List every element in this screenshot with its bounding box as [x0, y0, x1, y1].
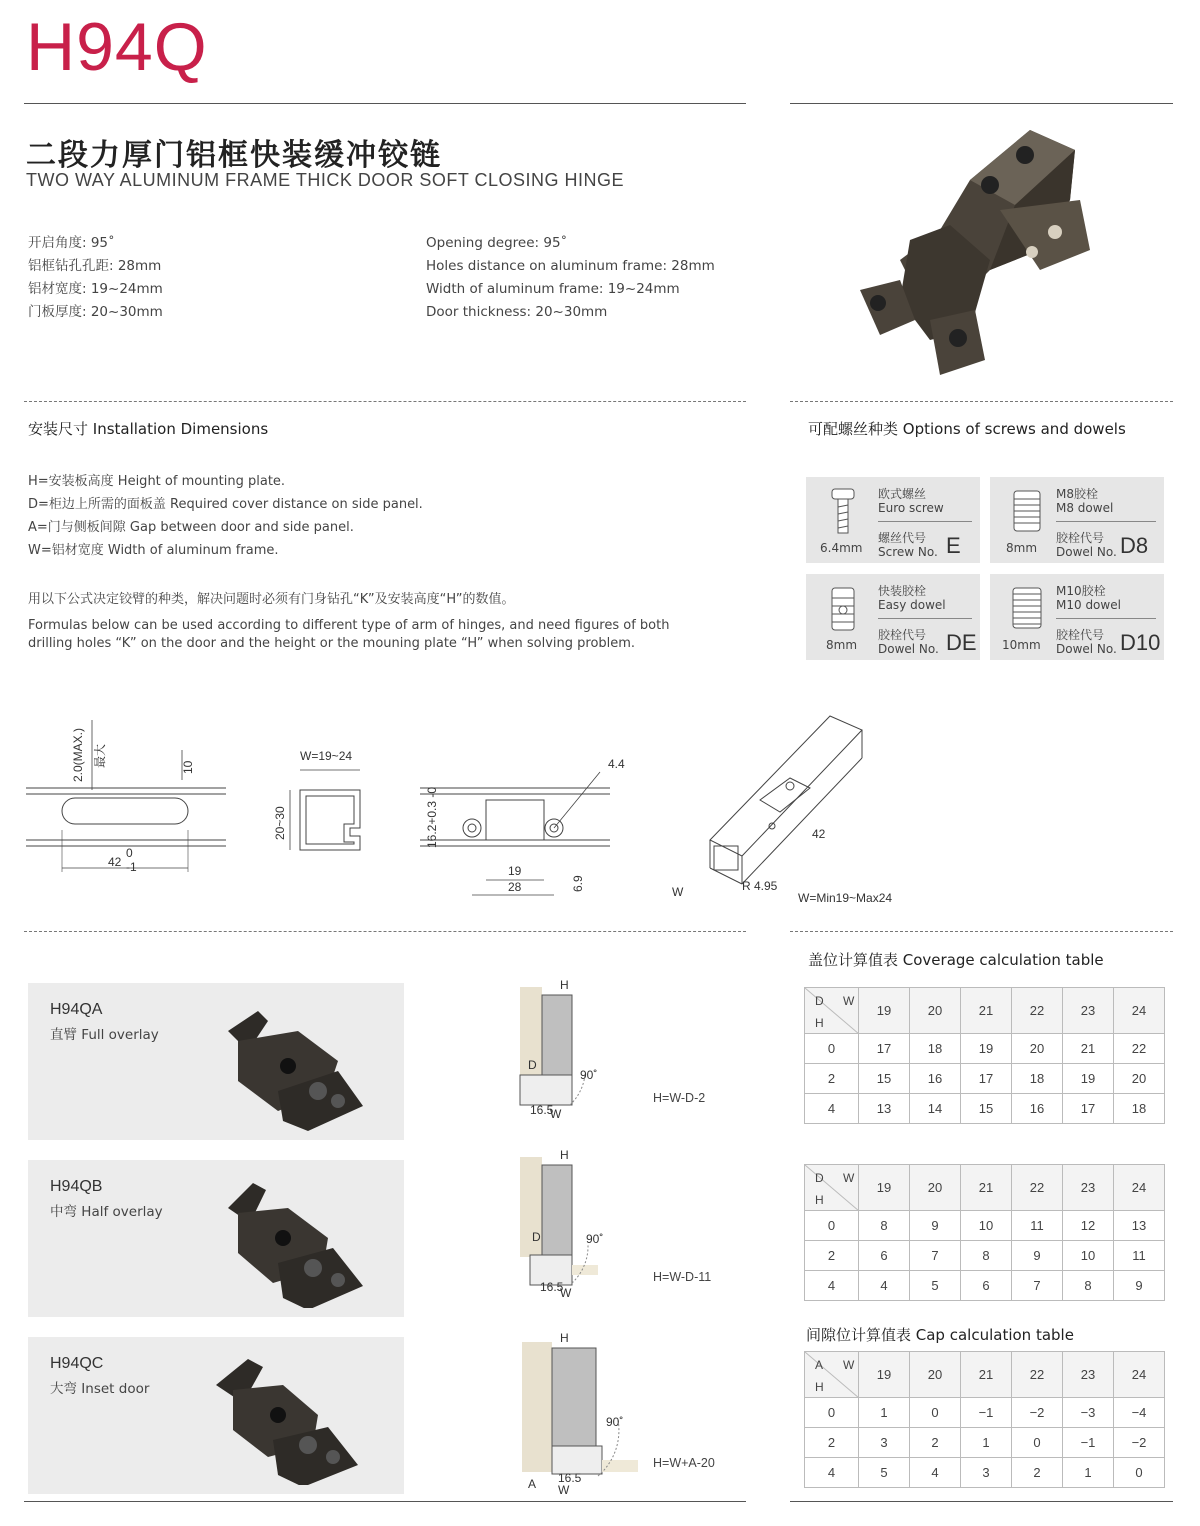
- screw-name-cn: 快装胶栓: [878, 584, 927, 598]
- screw-divider: [1056, 618, 1156, 619]
- screw-name: [878, 584, 946, 612]
- specs-en: [426, 232, 715, 324]
- column-header: 21: [961, 988, 1012, 1034]
- table-cell: 2: [805, 1428, 859, 1458]
- header-rule-left: [24, 103, 746, 104]
- nineteen-label: 19: [508, 864, 522, 878]
- table-cell: 7: [1012, 1271, 1063, 1301]
- product-title-cn: 二段力厚门铝框快装缓冲铰链: [26, 138, 442, 173]
- section-divider: [790, 931, 1173, 932]
- model-code: H94QC: [50, 1355, 104, 1372]
- table-cell: 4: [805, 1271, 859, 1301]
- formula-c: H=W+A-20: [653, 1456, 715, 1470]
- formula-a: H=W-D-2: [653, 1091, 706, 1105]
- table-cell: 18: [910, 1034, 961, 1064]
- tol-label: 16.2+0.3 -0: [425, 786, 439, 848]
- table-row: [805, 1094, 1165, 1124]
- table-cell: 17: [1063, 1094, 1114, 1124]
- hinge-c-image: [188, 1345, 368, 1485]
- definition-a: A=门与侧板间隙 Gap between door and side panel.: [28, 520, 354, 535]
- screw-name-cn: M10胶栓: [1056, 584, 1106, 598]
- model-card-a: [28, 983, 404, 1140]
- definitions: [28, 470, 423, 562]
- hinge-screw: [1016, 146, 1034, 164]
- table-cell: −2: [1114, 1428, 1165, 1458]
- screw-code: D8: [1120, 533, 1149, 558]
- table-cell: 3: [859, 1428, 910, 1458]
- column-header: 24: [1114, 1165, 1165, 1211]
- spec-cn-line: 开启角度: 95˚: [28, 235, 115, 251]
- product-title-en: TWO WAY ALUMINUM FRAME THICK DOOR SOFT CLOSING HINGE: [26, 170, 625, 190]
- mounting-diagram-a: [510, 975, 610, 1120]
- model-card-c: [28, 1337, 404, 1494]
- table-cell: 4: [859, 1271, 910, 1301]
- installation-heading: 安装尺寸 Installation Dimensions: [28, 420, 269, 438]
- slot-tol-bottom: -1: [126, 860, 137, 874]
- screw-divider: [878, 521, 972, 522]
- table-cell: 7: [910, 1241, 961, 1271]
- code-label-en: Dowel No.: [1056, 545, 1117, 559]
- table-cell: 21: [1063, 1034, 1114, 1064]
- table-cell: 14: [910, 1094, 961, 1124]
- table-cell: 4: [805, 1458, 859, 1488]
- hinge-screw: [949, 329, 967, 347]
- screw-option-euro: [806, 477, 980, 563]
- column-header: 20: [910, 988, 961, 1034]
- corner-w: W: [843, 1171, 855, 1185]
- table-cell: 11: [1012, 1211, 1063, 1241]
- spec-en-line: Opening degree: 95˚: [426, 235, 568, 251]
- w-minmax-label: W=Min19~Max24: [798, 891, 893, 905]
- column-header: 20: [910, 1165, 961, 1211]
- coverage-table-1: [804, 987, 1165, 1124]
- table-row: [805, 1458, 1165, 1488]
- table-row: [805, 1241, 1165, 1271]
- diagram-left-label: D: [528, 1058, 537, 1072]
- column-header: 23: [1063, 1352, 1114, 1398]
- w-label: W: [672, 885, 684, 899]
- table-cell: 9: [1114, 1271, 1165, 1301]
- code-label-cn: 螺丝代号: [878, 531, 927, 545]
- code-label-cn: 胶栓代号: [878, 628, 927, 642]
- slot-drawing: [26, 720, 226, 874]
- model-code: H94QB: [50, 1178, 103, 1195]
- radius-label: R 4.95: [742, 879, 778, 893]
- screw-name-en: M8 dowel: [1056, 501, 1114, 515]
- table-cell: 9: [910, 1211, 961, 1241]
- hinge-screw: [981, 176, 999, 194]
- table-corner: [805, 1352, 859, 1398]
- column-header: 24: [1114, 1352, 1165, 1398]
- table-cell: 20: [1012, 1034, 1063, 1064]
- table-cell: 0: [1114, 1458, 1165, 1488]
- spec-en-line: Door thickness: 20~30mm: [426, 304, 608, 320]
- screw-divider: [878, 618, 972, 619]
- euro-screw-icon: [826, 487, 860, 537]
- screw-name-en: Euro screw: [878, 501, 944, 515]
- diagram-bottom-label: W: [558, 1483, 570, 1497]
- mounting-diagram-b: [510, 1145, 610, 1300]
- model-desc: 直臂 Full overlay: [50, 1027, 159, 1043]
- table-cell: 17: [961, 1064, 1012, 1094]
- spec-en-line: Width of aluminum frame: 19~24mm: [426, 281, 680, 297]
- table-cell: 16: [1012, 1094, 1063, 1124]
- coverage-table-2: [804, 1164, 1165, 1301]
- column-header: 21: [961, 1165, 1012, 1211]
- column-header: 21: [961, 1352, 1012, 1398]
- code-label-en: Dowel No.: [1056, 642, 1117, 656]
- screw-name: [1056, 584, 1121, 612]
- column-header: 19: [859, 1165, 910, 1211]
- max-label: 2.0(MAX.): [71, 727, 85, 782]
- screw-size: 8mm: [1006, 541, 1038, 555]
- m8-dowel-icon: [1010, 487, 1044, 537]
- screw-code: D10: [1120, 630, 1161, 655]
- h-range-label: 20~30: [273, 806, 287, 840]
- table-corner: [805, 988, 859, 1034]
- diagram-angle: 90˚: [580, 1068, 598, 1082]
- table-cell: 4: [910, 1458, 961, 1488]
- diagram-dim: 16.5: [540, 1280, 564, 1294]
- diagram-top-label: H: [560, 1331, 569, 1345]
- screw-code-label: [1056, 531, 1117, 559]
- w-range-label: W=19~24: [300, 749, 353, 763]
- column-header: 22: [1012, 1352, 1063, 1398]
- table-cell: 12: [1063, 1211, 1114, 1241]
- definition-h: H=安装板高度 Height of mounting plate.: [28, 474, 286, 489]
- section-divider: [790, 401, 1173, 402]
- diagram-bottom-label: W: [550, 1107, 562, 1120]
- spec-cn-line: 门板厚度: 20~30mm: [28, 304, 163, 320]
- table-cell: 18: [1012, 1064, 1063, 1094]
- diagram-bottom-label: W: [560, 1286, 572, 1300]
- table-cell: 16: [910, 1064, 961, 1094]
- sixnine-label: 6.9: [571, 875, 585, 892]
- screw-code: E: [946, 533, 961, 558]
- table-cell: 10: [961, 1211, 1012, 1241]
- formula-note-en-1: Formulas below can be used according to different type of arm of hinges, and need figures of both: [28, 618, 670, 633]
- column-header: 20: [910, 1352, 961, 1398]
- slot-label: 42: [108, 855, 122, 869]
- footer-rule-right: [790, 1501, 1173, 1502]
- corner-d: D: [815, 994, 824, 1008]
- diagram-top-label: H: [560, 1148, 569, 1162]
- formula-b: H=W-D-11: [653, 1270, 712, 1284]
- hinge-a-image: [188, 991, 368, 1131]
- table-cell: 13: [859, 1094, 910, 1124]
- table-cell: 0: [910, 1398, 961, 1428]
- ten-label: 10: [181, 760, 195, 774]
- table-cell: 17: [859, 1034, 910, 1064]
- model-card-b: [28, 1160, 404, 1317]
- table-cell: 15: [859, 1064, 910, 1094]
- corner-w: W: [843, 1358, 855, 1372]
- screw-code-label: [878, 531, 938, 559]
- screw-name-cn: 欧式螺丝: [878, 487, 927, 501]
- table-row: [805, 1211, 1165, 1241]
- table-cell: 0: [805, 1211, 859, 1241]
- model-desc: 大弯 Inset door: [50, 1381, 150, 1397]
- screw-option-easy: [806, 574, 980, 660]
- table-cell: 1: [859, 1398, 910, 1428]
- corner-d: D: [815, 1171, 824, 1185]
- table-cell: 18: [1114, 1094, 1165, 1124]
- column-header: 19: [859, 988, 910, 1034]
- table-cell: 1: [961, 1428, 1012, 1458]
- table-cell: 4: [805, 1094, 859, 1124]
- corner-h: H: [815, 1380, 824, 1394]
- four-four-label: 4.4: [608, 757, 625, 771]
- table-cell: −3: [1063, 1398, 1114, 1428]
- isometric-drawing: [672, 716, 892, 905]
- formula-note-cn: 用以下公式决定铰臂的种类，解决问题时必须有门身钻孔“K”及安装高度“H”的数值。: [28, 592, 515, 607]
- screw-name: [1056, 487, 1113, 515]
- twentyeight-label: 28: [508, 880, 522, 894]
- definition-d: D=柜边上所需的面板盖 Required cover distance on side panel.: [28, 497, 423, 512]
- corner-h: H: [815, 1193, 824, 1207]
- table-cell: 1: [1063, 1458, 1114, 1488]
- table-cell: 8: [859, 1211, 910, 1241]
- diagram-dim: 16.5: [558, 1471, 582, 1485]
- diagram-angle: 90˚: [606, 1415, 624, 1429]
- diagram-top-label: H: [560, 978, 569, 992]
- mounting-diagram-c: [510, 1328, 640, 1500]
- screw-divider: [1056, 521, 1156, 522]
- code-label-cn: 胶栓代号: [1056, 628, 1105, 642]
- table-cell: 11: [1114, 1241, 1165, 1271]
- hinge-b-image: [188, 1168, 368, 1308]
- table-cell: 6: [961, 1271, 1012, 1301]
- diagram-left-label: A: [528, 1477, 537, 1491]
- table-cell: 0: [805, 1398, 859, 1428]
- coverage-heading: 盖位计算值表 Coverage calculation table: [808, 951, 1104, 969]
- model-title: H94Q: [26, 9, 208, 85]
- table-row: [805, 1271, 1165, 1301]
- table-cell: 0: [805, 1034, 859, 1064]
- table-row: [805, 1064, 1165, 1094]
- cap-table: [804, 1351, 1165, 1488]
- m10-dowel-icon: [1010, 584, 1044, 634]
- column-header: 22: [1012, 988, 1063, 1034]
- table-row: [805, 1428, 1165, 1458]
- model-desc: 中弯 Half overlay: [50, 1204, 163, 1220]
- section-divider: [24, 931, 746, 932]
- table-cell: −1: [1063, 1428, 1114, 1458]
- table-cell: 9: [1012, 1241, 1063, 1271]
- model-code: H94QA: [50, 1001, 103, 1018]
- formula-note-en-2: drilling holes “K” on the door and the height or the mouning plate “H” when solving problem.: [28, 636, 636, 651]
- hinge-screw: [870, 295, 886, 311]
- spec-cn-line: 铝材宽度: 19~24mm: [28, 281, 163, 297]
- table-row: [805, 1398, 1165, 1428]
- holes-drawing: [420, 757, 625, 895]
- profile-drawing: [273, 749, 360, 850]
- screw-option-m8: [990, 477, 1164, 563]
- table-cell: −1: [961, 1398, 1012, 1428]
- footer-rule-left: [24, 1501, 746, 1502]
- table-cell: 8: [961, 1241, 1012, 1271]
- table-cell: 6: [859, 1241, 910, 1271]
- code-label-en: Screw No.: [878, 545, 938, 559]
- diagram-angle: 90˚: [586, 1232, 604, 1246]
- code-label-en: Dowel No.: [878, 642, 939, 656]
- easy-dowel-icon: [826, 584, 860, 634]
- table-cell: 19: [1063, 1064, 1114, 1094]
- code-label-cn: 胶栓代号: [1056, 531, 1105, 545]
- column-header: 23: [1063, 1165, 1114, 1211]
- section-divider: [24, 401, 746, 402]
- screw-name-cn: M8胶栓: [1056, 487, 1098, 501]
- specs-cn: [28, 232, 163, 324]
- table-cell: 5: [859, 1458, 910, 1488]
- screw-name-en: M10 dowel: [1056, 598, 1121, 612]
- screw-name: [878, 487, 944, 515]
- table-cell: 13: [1114, 1211, 1165, 1241]
- screw-code-label: [1056, 628, 1117, 656]
- column-header: 24: [1114, 988, 1165, 1034]
- screws-heading: 可配螺丝种类 Options of screws and dowels: [808, 420, 1126, 438]
- table-cell: 10: [1063, 1241, 1114, 1271]
- diagram-left-label: D: [532, 1230, 541, 1244]
- forty-two-label: 42: [812, 827, 826, 841]
- header-rule-right: [790, 103, 1173, 104]
- diagram-dim: 16.5: [530, 1103, 554, 1117]
- screw-size: 8mm: [826, 638, 858, 652]
- spec-en-line: Holes distance on aluminum frame: 28mm: [426, 258, 715, 274]
- table-cell: 2: [805, 1241, 859, 1271]
- table-cell: 2: [1012, 1458, 1063, 1488]
- screw-size: 6.4mm: [820, 541, 863, 555]
- table-cell: −2: [1012, 1398, 1063, 1428]
- table-cell: 20: [1114, 1064, 1165, 1094]
- definition-w: W=铝材宽度 Width of aluminum frame.: [28, 543, 279, 558]
- table-cell: 3: [961, 1458, 1012, 1488]
- table-cell: 5: [910, 1271, 961, 1301]
- table-cell: 15: [961, 1094, 1012, 1124]
- table-cell: 22: [1114, 1034, 1165, 1064]
- cap-heading: 间隙位计算值表 Cap calculation table: [806, 1326, 1074, 1344]
- table-corner: [805, 1165, 859, 1211]
- table-cell: 0: [1012, 1428, 1063, 1458]
- table-cell: 2: [910, 1428, 961, 1458]
- table-cell: −4: [1114, 1398, 1165, 1428]
- table-row: [805, 1034, 1165, 1064]
- installation-drawings: [20, 700, 900, 920]
- screw-option-m10: [990, 574, 1164, 660]
- table-cell: 19: [961, 1034, 1012, 1064]
- corner-a: A: [815, 1358, 824, 1372]
- column-header: 22: [1012, 1165, 1063, 1211]
- column-header: 23: [1063, 988, 1114, 1034]
- slot-tol-top: 0: [126, 846, 133, 860]
- screw-name-en: Easy dowel: [878, 598, 946, 612]
- corner-h: H: [815, 1016, 824, 1030]
- screw-code: DE: [946, 630, 977, 655]
- hinge-product-image: [840, 120, 1100, 390]
- corner-w: W: [843, 994, 855, 1008]
- spec-cn-line: 铝框钻孔孔距: 28mm: [28, 258, 162, 274]
- table-cell: 8: [1063, 1271, 1114, 1301]
- table-cell: 2: [805, 1064, 859, 1094]
- max-cn-label: 最大: [93, 743, 107, 768]
- screw-code-label: [878, 628, 939, 656]
- column-header: 19: [859, 1352, 910, 1398]
- screw-size: 10mm: [1002, 638, 1041, 652]
